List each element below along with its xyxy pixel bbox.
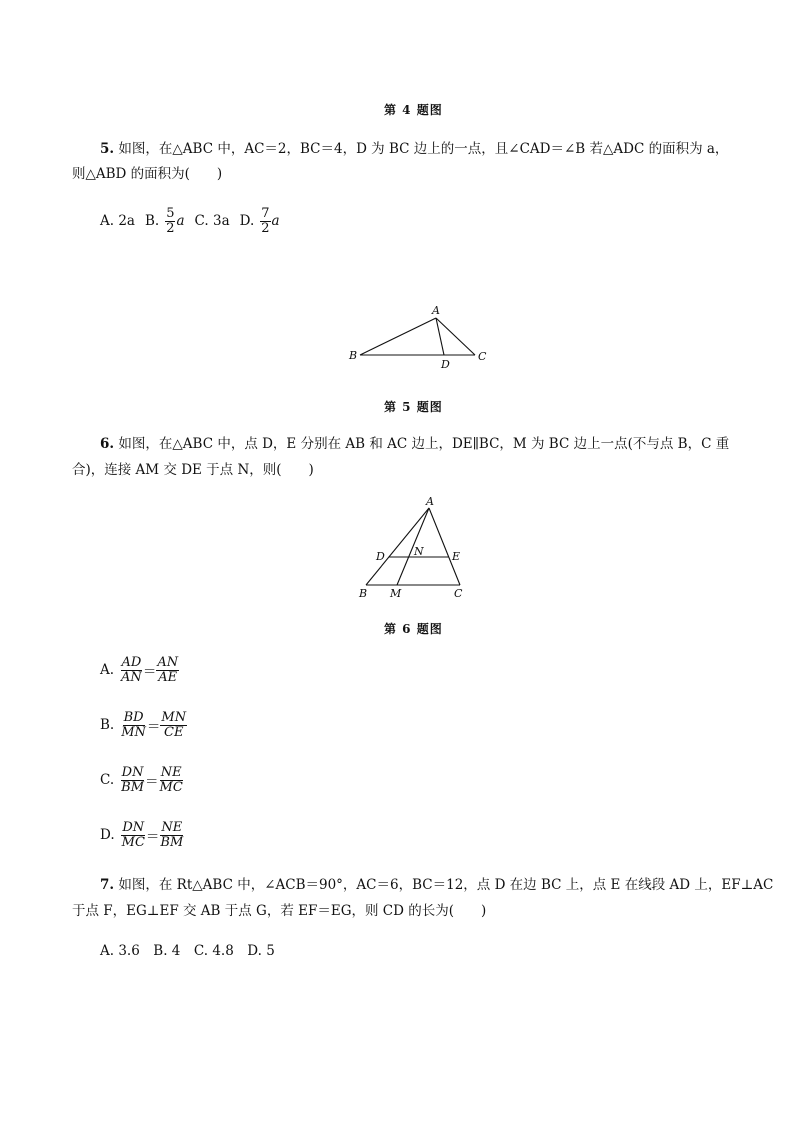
fig5-segment-ad <box>436 318 444 355</box>
q6-option-b-right-fraction <box>160 711 187 739</box>
q6-option-b-left-denominator: MN <box>121 724 146 740</box>
q6-option-b-equals: ＝ <box>146 719 161 736</box>
q6-option-c <box>100 766 184 794</box>
q7-number: 7. <box>100 877 115 893</box>
fig5-segment-ba <box>360 318 436 355</box>
fig5-label-d: D <box>441 358 450 371</box>
fig6-label-m: M <box>390 587 402 600</box>
q5-option-b-denominator: 2 <box>166 220 175 236</box>
q6-option-a-right-denominator: AE <box>158 669 178 685</box>
q6-option-a-left-numerator: AD <box>121 655 142 670</box>
q6-option-d <box>100 821 184 849</box>
q5-option-d-numerator: 7 <box>261 206 270 221</box>
q5-option-b-numerator: 5 <box>166 206 175 221</box>
q6-line1 <box>100 433 729 455</box>
q5-option-d-variable: a <box>271 213 280 230</box>
q5-option-b-fraction <box>165 207 175 235</box>
figure-5 <box>340 300 500 375</box>
q6-option-a-right-numerator: AN <box>157 655 179 670</box>
q6-option-d-right-fraction <box>159 821 184 849</box>
q5-option-d-denominator: 2 <box>261 220 270 236</box>
q7-options: A. 3.6 B. 4 C. 4.8 D. 5 <box>100 943 275 959</box>
q5-option-c: C. 3a <box>194 213 230 230</box>
q6-option-a-equals: ＝ <box>142 664 157 681</box>
q6-option-d-right-denominator: BM <box>160 834 184 850</box>
fig6-label-a: A <box>426 495 434 508</box>
q6-option-d-right-numerator: NE <box>161 820 183 835</box>
figure-6-caption: 第 6 题图 <box>384 622 443 636</box>
q6-option-d-left-fraction <box>121 821 146 849</box>
q6-option-a-left-fraction <box>120 656 143 684</box>
q7-line1 <box>100 874 773 896</box>
fig5-label-c: C <box>478 350 487 363</box>
fig6-label-c: C <box>454 587 463 600</box>
q5-line1 <box>100 138 728 160</box>
q6-option-c-right-fraction <box>159 766 184 794</box>
q5-option-b-label: B. <box>144 213 160 230</box>
q7-text-line1: 如图，在 Rt△ABC 中，∠ACB＝90°，AC＝6，BC＝12，点 D 在边 BC 上，点 E 在线段 AD 上，EF⊥AC <box>118 877 774 893</box>
q6-option-a-left-denominator: AN <box>121 669 142 685</box>
q6-line2: 合)，连接 AM 交 DE 于点 N，则( ) <box>72 462 314 478</box>
fig6-label-b: B <box>359 587 368 600</box>
fig5-label-b: B <box>349 349 358 362</box>
q6-option-c-left-numerator: DN <box>121 765 144 780</box>
q5-option-d-label: D. <box>239 213 255 230</box>
q6-option-b-left-fraction <box>120 711 147 739</box>
q6-option-b-left-numerator: BD <box>123 710 144 725</box>
fig5-segment-ac <box>436 318 475 355</box>
q5-option-a: A. 2a <box>100 213 135 230</box>
q6-option-d-label: D. <box>100 827 115 844</box>
q6-number: 6. <box>100 436 115 452</box>
q5-option-b-variable: a <box>176 213 185 230</box>
q6-option-b-label: B. <box>100 717 115 734</box>
q6-option-c-equals: ＝ <box>145 774 159 791</box>
q6-option-a-right-fraction <box>156 656 179 684</box>
fig6-segment-am <box>397 508 429 585</box>
figure-5-caption: 第 5 题图 <box>384 400 443 414</box>
q5-line2: 则△ABD 的面积为( ) <box>72 166 223 182</box>
q6-option-a <box>100 656 179 684</box>
q5-option-d-fraction <box>260 207 270 235</box>
q6-option-b-right-numerator: MN <box>161 710 187 725</box>
q6-option-b-right-denominator: CE <box>164 724 184 740</box>
q5-text-line1: 如图，在△ABC 中，AC＝2，BC＝4，D 为 BC 边上的一点，且∠CAD＝∠B 若△ADC 的面积为 a， <box>118 141 729 157</box>
q6-option-d-left-numerator: DN <box>122 820 145 835</box>
q6-option-d-left-denominator: MC <box>121 834 145 850</box>
fig6-label-e: E <box>452 550 461 563</box>
q6-option-d-equals: ＝ <box>145 829 160 846</box>
q6-option-a-label: A. <box>100 662 115 679</box>
fig6-label-n: N <box>414 545 424 558</box>
fig5-label-a: A <box>432 304 440 317</box>
q6-option-c-left-denominator: BM <box>121 779 145 795</box>
q6-text-line1: 如图，在△ABC 中，点 D，E 分别在 AB 和 AC 边上，DE∥BC，M 为 BC 边上一点(不与点 B，C 重 <box>118 436 730 452</box>
figure-6 <box>350 493 475 603</box>
q5-number: 5. <box>100 141 115 157</box>
q6-option-b <box>100 711 187 739</box>
q5-options <box>100 207 280 235</box>
q7-line2: 于点 F，EG⊥EF 交 AB 于点 G，若 EF＝EG，则 CD 的长为( ) <box>72 903 487 919</box>
fig6-segment-ac <box>429 508 460 585</box>
fig6-label-d: D <box>376 550 385 563</box>
q6-option-c-left-fraction <box>120 766 145 794</box>
q6-option-c-label: C. <box>100 772 115 789</box>
q6-option-c-right-numerator: NE <box>160 765 182 780</box>
q6-option-c-right-denominator: MC <box>159 779 183 795</box>
figure-4-caption: 第 4 题图 <box>384 103 443 117</box>
